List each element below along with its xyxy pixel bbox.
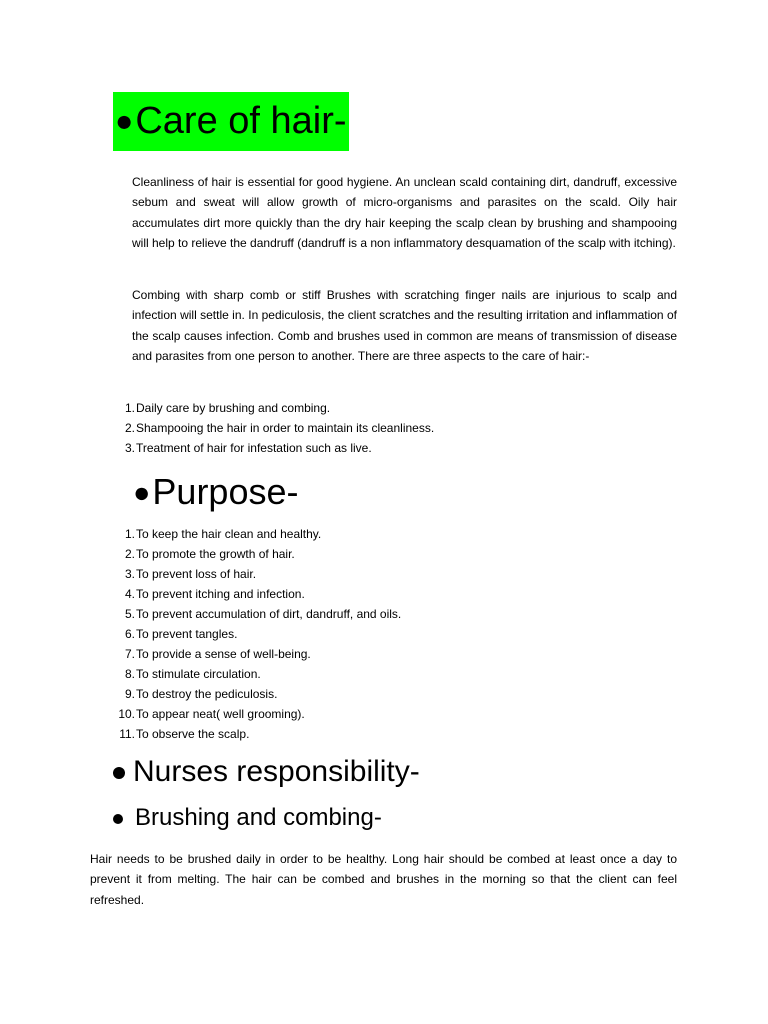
aspects-list: [113, 398, 673, 458]
list-item-text: To promote the growth of hair.: [136, 547, 295, 561]
list-item-number: 10.: [118, 707, 135, 721]
list-item: [113, 644, 673, 664]
list-item-number: 5.: [124, 607, 135, 621]
bullet-icon: [113, 767, 125, 779]
heading-brushing-combing: [113, 803, 382, 833]
list-item-text: To destroy the pediculosis.: [136, 687, 278, 701]
list-item-text: To provide a sense of well-being.: [136, 647, 311, 661]
bullet-icon: [113, 814, 123, 824]
list-item: [113, 724, 673, 744]
list-item-number: 11.: [119, 727, 135, 741]
list-item-number: 1.: [124, 401, 135, 415]
list-item: [113, 544, 673, 564]
heading-care-text: Care of hair-: [135, 100, 347, 142]
list-item: [113, 564, 673, 584]
list-item-number: 2.: [124, 547, 135, 561]
list-item-text: To keep the hair clean and healthy.: [136, 527, 322, 541]
list-item: [113, 438, 673, 458]
heading-purpose: [133, 470, 298, 515]
list-item-number: 2.: [124, 421, 135, 435]
list-item-number: 3.: [124, 441, 135, 455]
list-item-number: 7.: [124, 647, 135, 661]
list-item-text: Treatment of hair for infestation such as live.: [136, 441, 372, 455]
heading-care-of-hair: [113, 92, 349, 151]
list-item-text: Shampooing the hair in order to maintain its cleanliness.: [136, 421, 435, 435]
list-item: [113, 624, 673, 644]
list-item-text: To prevent loss of hair.: [136, 567, 257, 581]
list-item-number: 3.: [124, 567, 135, 581]
list-item-text: To prevent tangles.: [136, 627, 238, 641]
list-item-text: Daily care by brushing and combing.: [136, 401, 331, 415]
list-item-number: 4.: [124, 587, 135, 601]
list-item-text: To observe the scalp.: [136, 727, 250, 741]
list-item-text: To stimulate circulation.: [136, 667, 261, 681]
list-item-number: 1.: [124, 527, 135, 541]
list-item: [113, 584, 673, 604]
purposes-list: [113, 524, 673, 744]
list-item-number: 8.: [124, 667, 135, 681]
list-item-number: 9.: [124, 687, 135, 701]
paragraph-combing: Combing with sharp comb or stiff Brushes with scratching finger nails are injurious to scalp and infection will settle in. In pediculosis, the client scratches and the resulting irritation and inflammation of the scalp causes infection. Comb and brushes used in common are means of transmission of disease and parasites from one person to another. There are three aspects to the care of hair:-: [132, 288, 677, 364]
list-item-number: 6.: [124, 627, 135, 641]
heading-purpose-text: Purpose-: [152, 471, 299, 512]
list-item: [113, 398, 673, 418]
list-item: [113, 524, 673, 544]
list-item-text: To appear neat( well grooming).: [136, 707, 305, 721]
list-item: [113, 604, 673, 624]
bullet-icon: ●: [133, 477, 151, 509]
list-item: [113, 684, 673, 704]
list-item: [113, 664, 673, 684]
heading-nurses-text: Nurses responsibility-: [133, 755, 420, 788]
paragraph-cleanliness: Cleanliness of hair is essential for good hygiene. An unclean scald containing dirt, dandruff, excessive sebum and sweat will allow growth of micro-organisms and parasites on the scald. Oily hair accumulates dirt more quickly than the dry hair keeping the scalp clean by brushing and shampooing will help to relieve the dandruff (dandruff is a non inflammatory desquamation of the scalp with itching).: [132, 175, 677, 251]
list-item: [113, 418, 673, 438]
list-item-text: To prevent accumulation of dirt, dandruff, and oils.: [136, 607, 402, 621]
heading-brushing-text: Brushing and combing-: [135, 804, 382, 831]
paragraph-brushing: Hair needs to be brushed daily in order to be healthy. Long hair should be combed at least once a day to prevent it from melting. The hair can be combed and brushes in the morning so that the client can feel refreshed.: [90, 852, 677, 907]
heading-nurses-responsibility: [113, 753, 420, 791]
bullet-icon: ●: [115, 104, 134, 138]
list-item-text: To prevent itching and infection.: [136, 587, 305, 601]
list-item: [113, 704, 673, 724]
